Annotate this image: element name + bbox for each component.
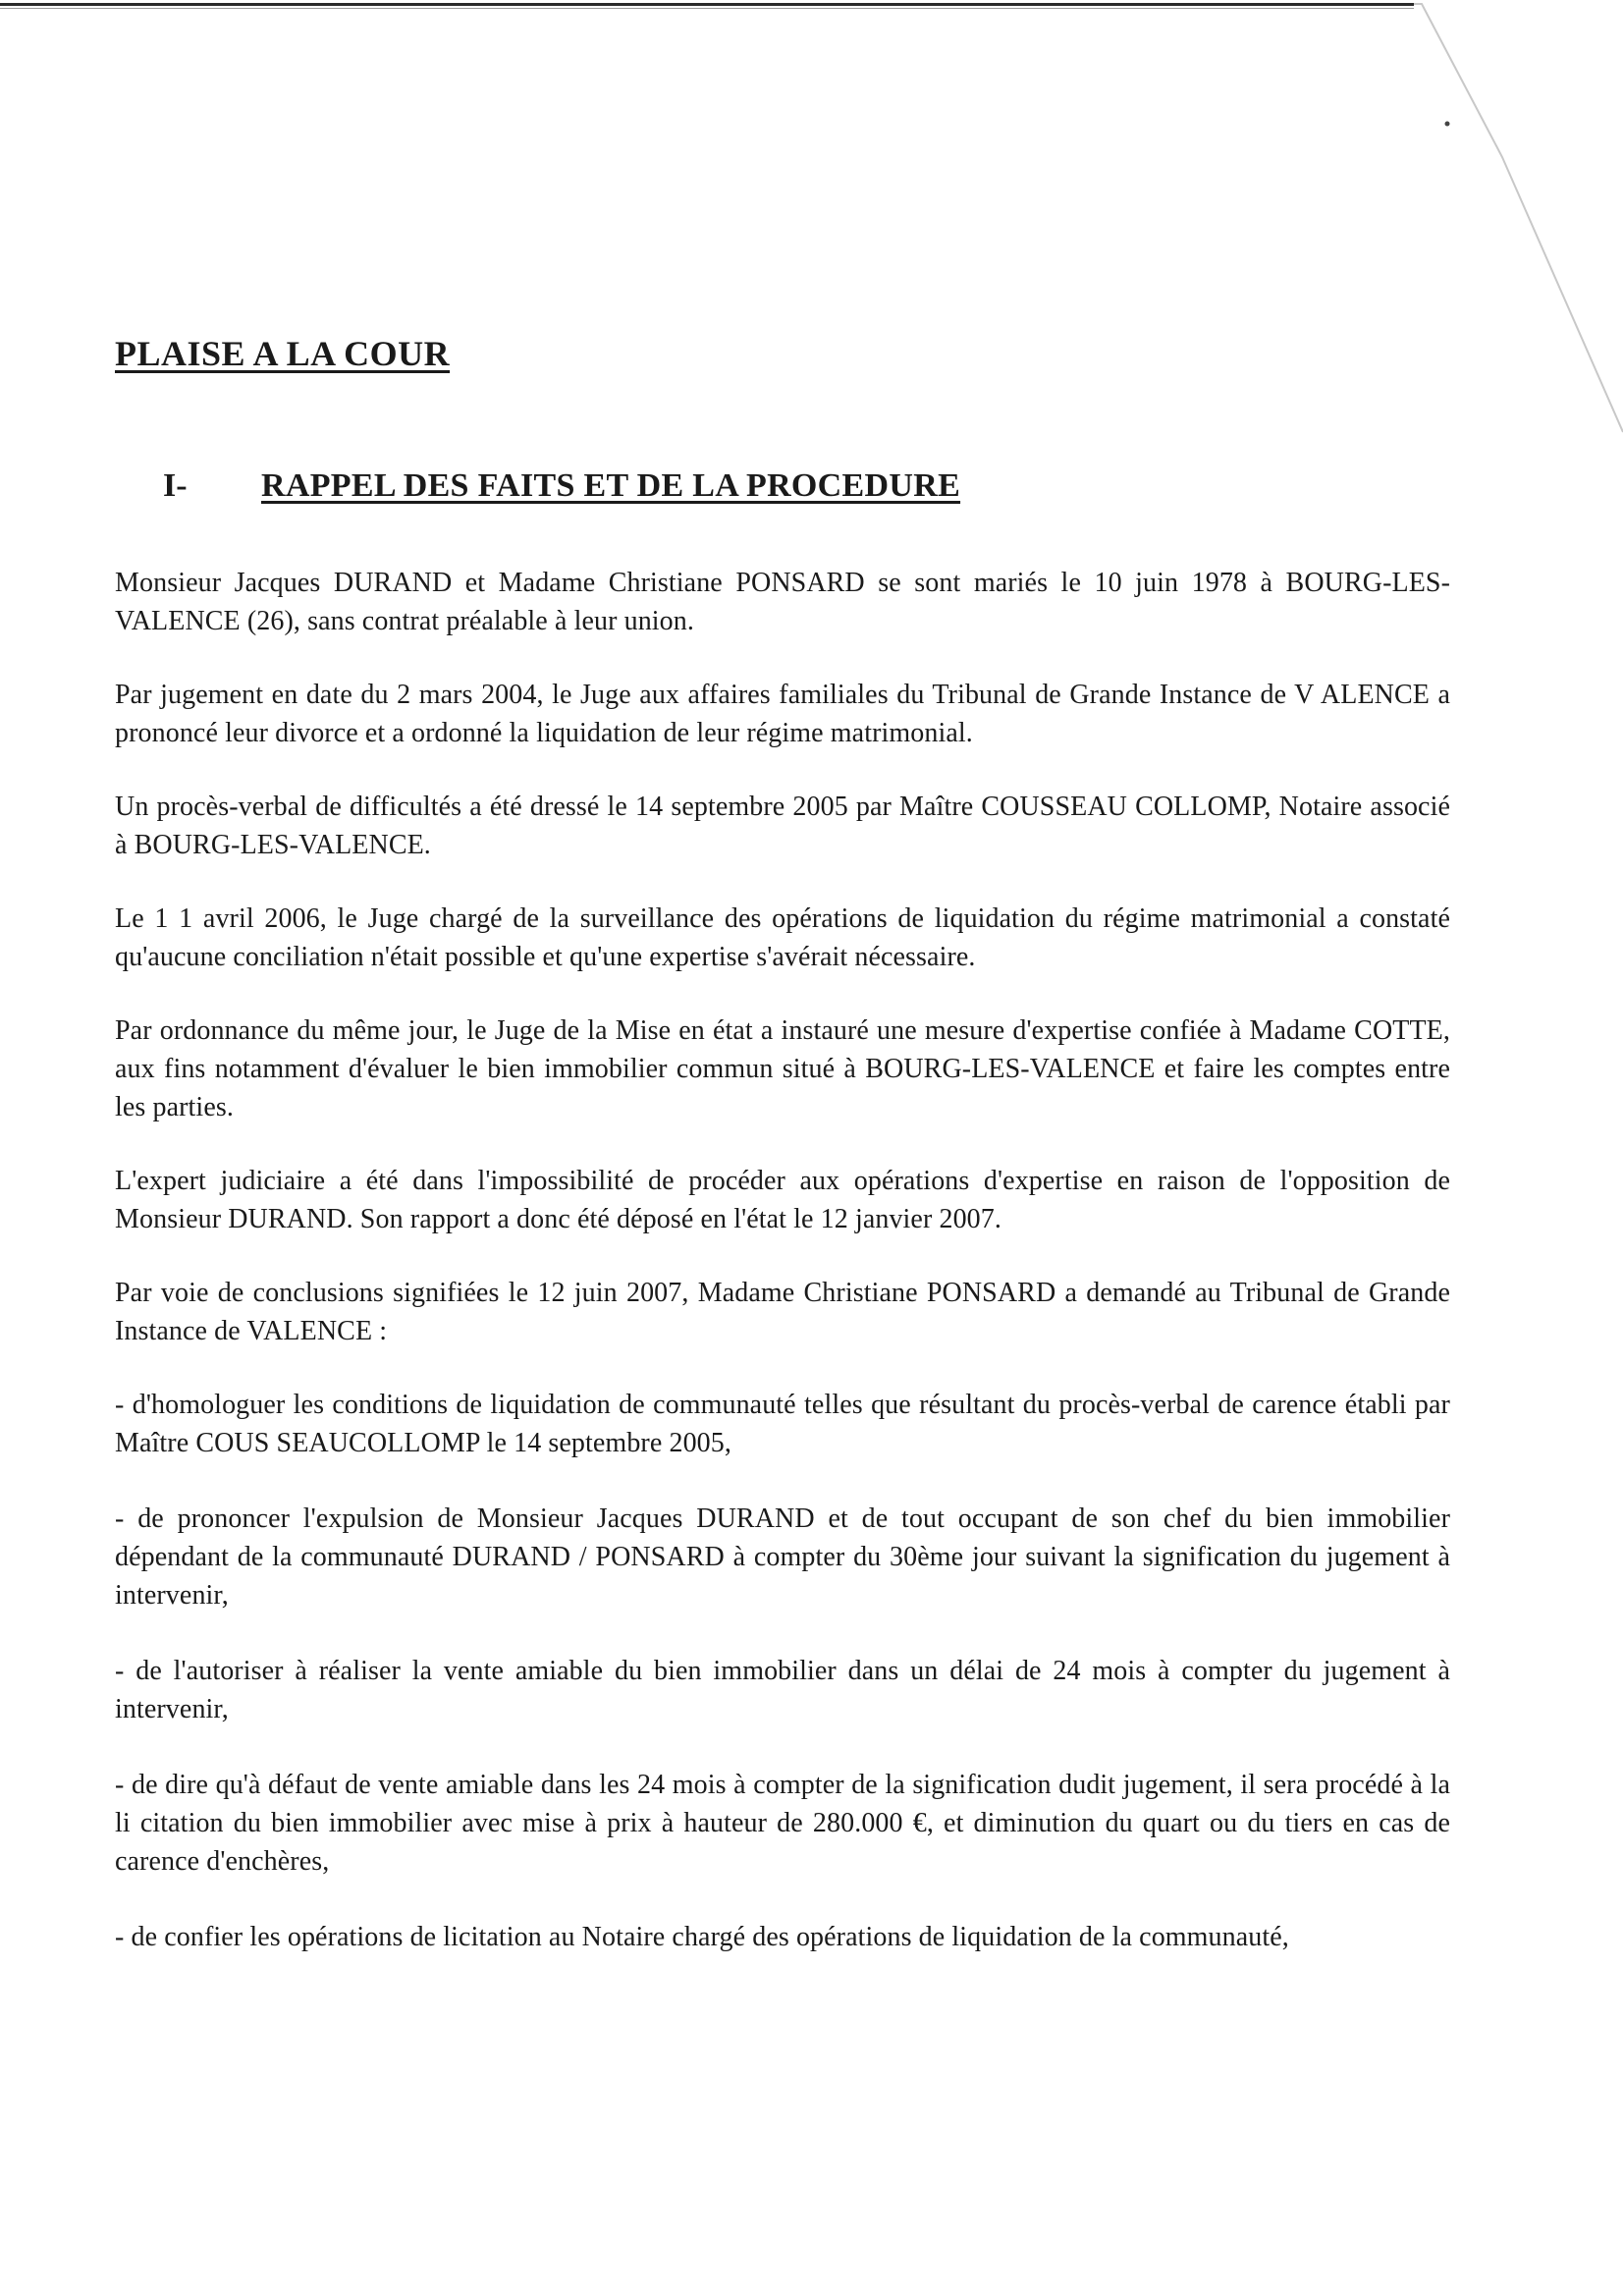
request-item: - de confier les opérations de licitation au Notaire chargé des opérations de liquidation de la communauté, — [115, 1922, 1289, 1952]
paragraph: L'expert judiciaire a été dans l'impossibilité de procéder aux opérations d'expertise en raison de l'opposition de Monsieur DURAND. Son rapport a donc été déposé en l'état le 12 janvier 2007. — [115, 1166, 1450, 1234]
paragraph: Par ordonnance du même jour, le Juge de la Mise en état a instauré une mesure d'expertise confiée à Madame COTTE, aux fins notamment d'évaluer le bien immobilier commun situé à BOURG-LES-VALENCE et faire les comptes entre les parties. — [115, 1015, 1450, 1122]
scan-border-line — [0, 3, 1414, 6]
scan-border-line — [0, 8, 1414, 9]
document-body — [115, 564, 1450, 1956]
request-item: - de dire qu'à défaut de vente amiable dans les 24 mois à compter de la signification dudit jugement, il sera procédé à la li citation du bien immobilier avec mise à prix à hauteur de 280.000 €, et diminution du quart ou du tiers en cas de carence d'enchères, — [115, 1770, 1450, 1877]
request-item: - de l'autoriser à réaliser la vente amiable du bien immobilier dans un délai de 24 mois à compter du jugement à intervenir, — [115, 1656, 1450, 1724]
paragraph: Par voie de conclusions signifiées le 12 juin 2007, Madame Christiane PONSARD a demandé au Tribunal de Grande Instance de VALENCE : — [115, 1278, 1450, 1346]
request-item: - d'homologuer les conditions de liquidation de communauté telles que résultant du procès-verbal de carence établi par Maître COUS SEAUCOLLOMP le 14 septembre 2005, — [115, 1390, 1450, 1458]
paragraph: Un procès-verbal de difficultés a été dressé le 14 septembre 2005 par Maître COUSSEAU COLLOMP, Notaire associé à BOURG-LES-VALENCE. — [115, 792, 1450, 860]
section-heading — [115, 460, 1450, 513]
document-page — [115, 324, 1450, 1994]
paragraph: Monsieur Jacques DURAND et Madame Christiane PONSARD se sont mariés le 10 juin 1978 à BOURG-LES-VALENCE (26), sans contrat préalable à leur union. — [115, 568, 1450, 636]
document-title: PLAISE A LA COUR — [115, 334, 451, 373]
section-number: I- — [163, 467, 188, 504]
section-title: RAPPEL DES FAITS ET DE LA PROCEDURE — [261, 467, 961, 504]
request-item: - de prononcer l'expulsion de Monsieur Jacques DURAND et de tout occupant de son chef du bien immobilier dépendant de la communauté DURAND / PONSARD à compter du 30ème jour suivant la signification du jugement à intervenir, — [115, 1503, 1450, 1611]
paragraph: Le 1 1 avril 2006, le Juge chargé de la surveillance des opérations de liquidation du régime matrimonial a constaté qu'aucune conciliation n'était possible et qu'une expertise s'avérait nécessaire. — [115, 903, 1450, 972]
paragraph: Par jugement en date du 2 mars 2004, le Juge aux affaires familiales du Tribunal de Grande Instance de V ALENCE a prononcé leur divorce et a ordonné la liquidation de leur régime matrimonial. — [115, 680, 1450, 748]
